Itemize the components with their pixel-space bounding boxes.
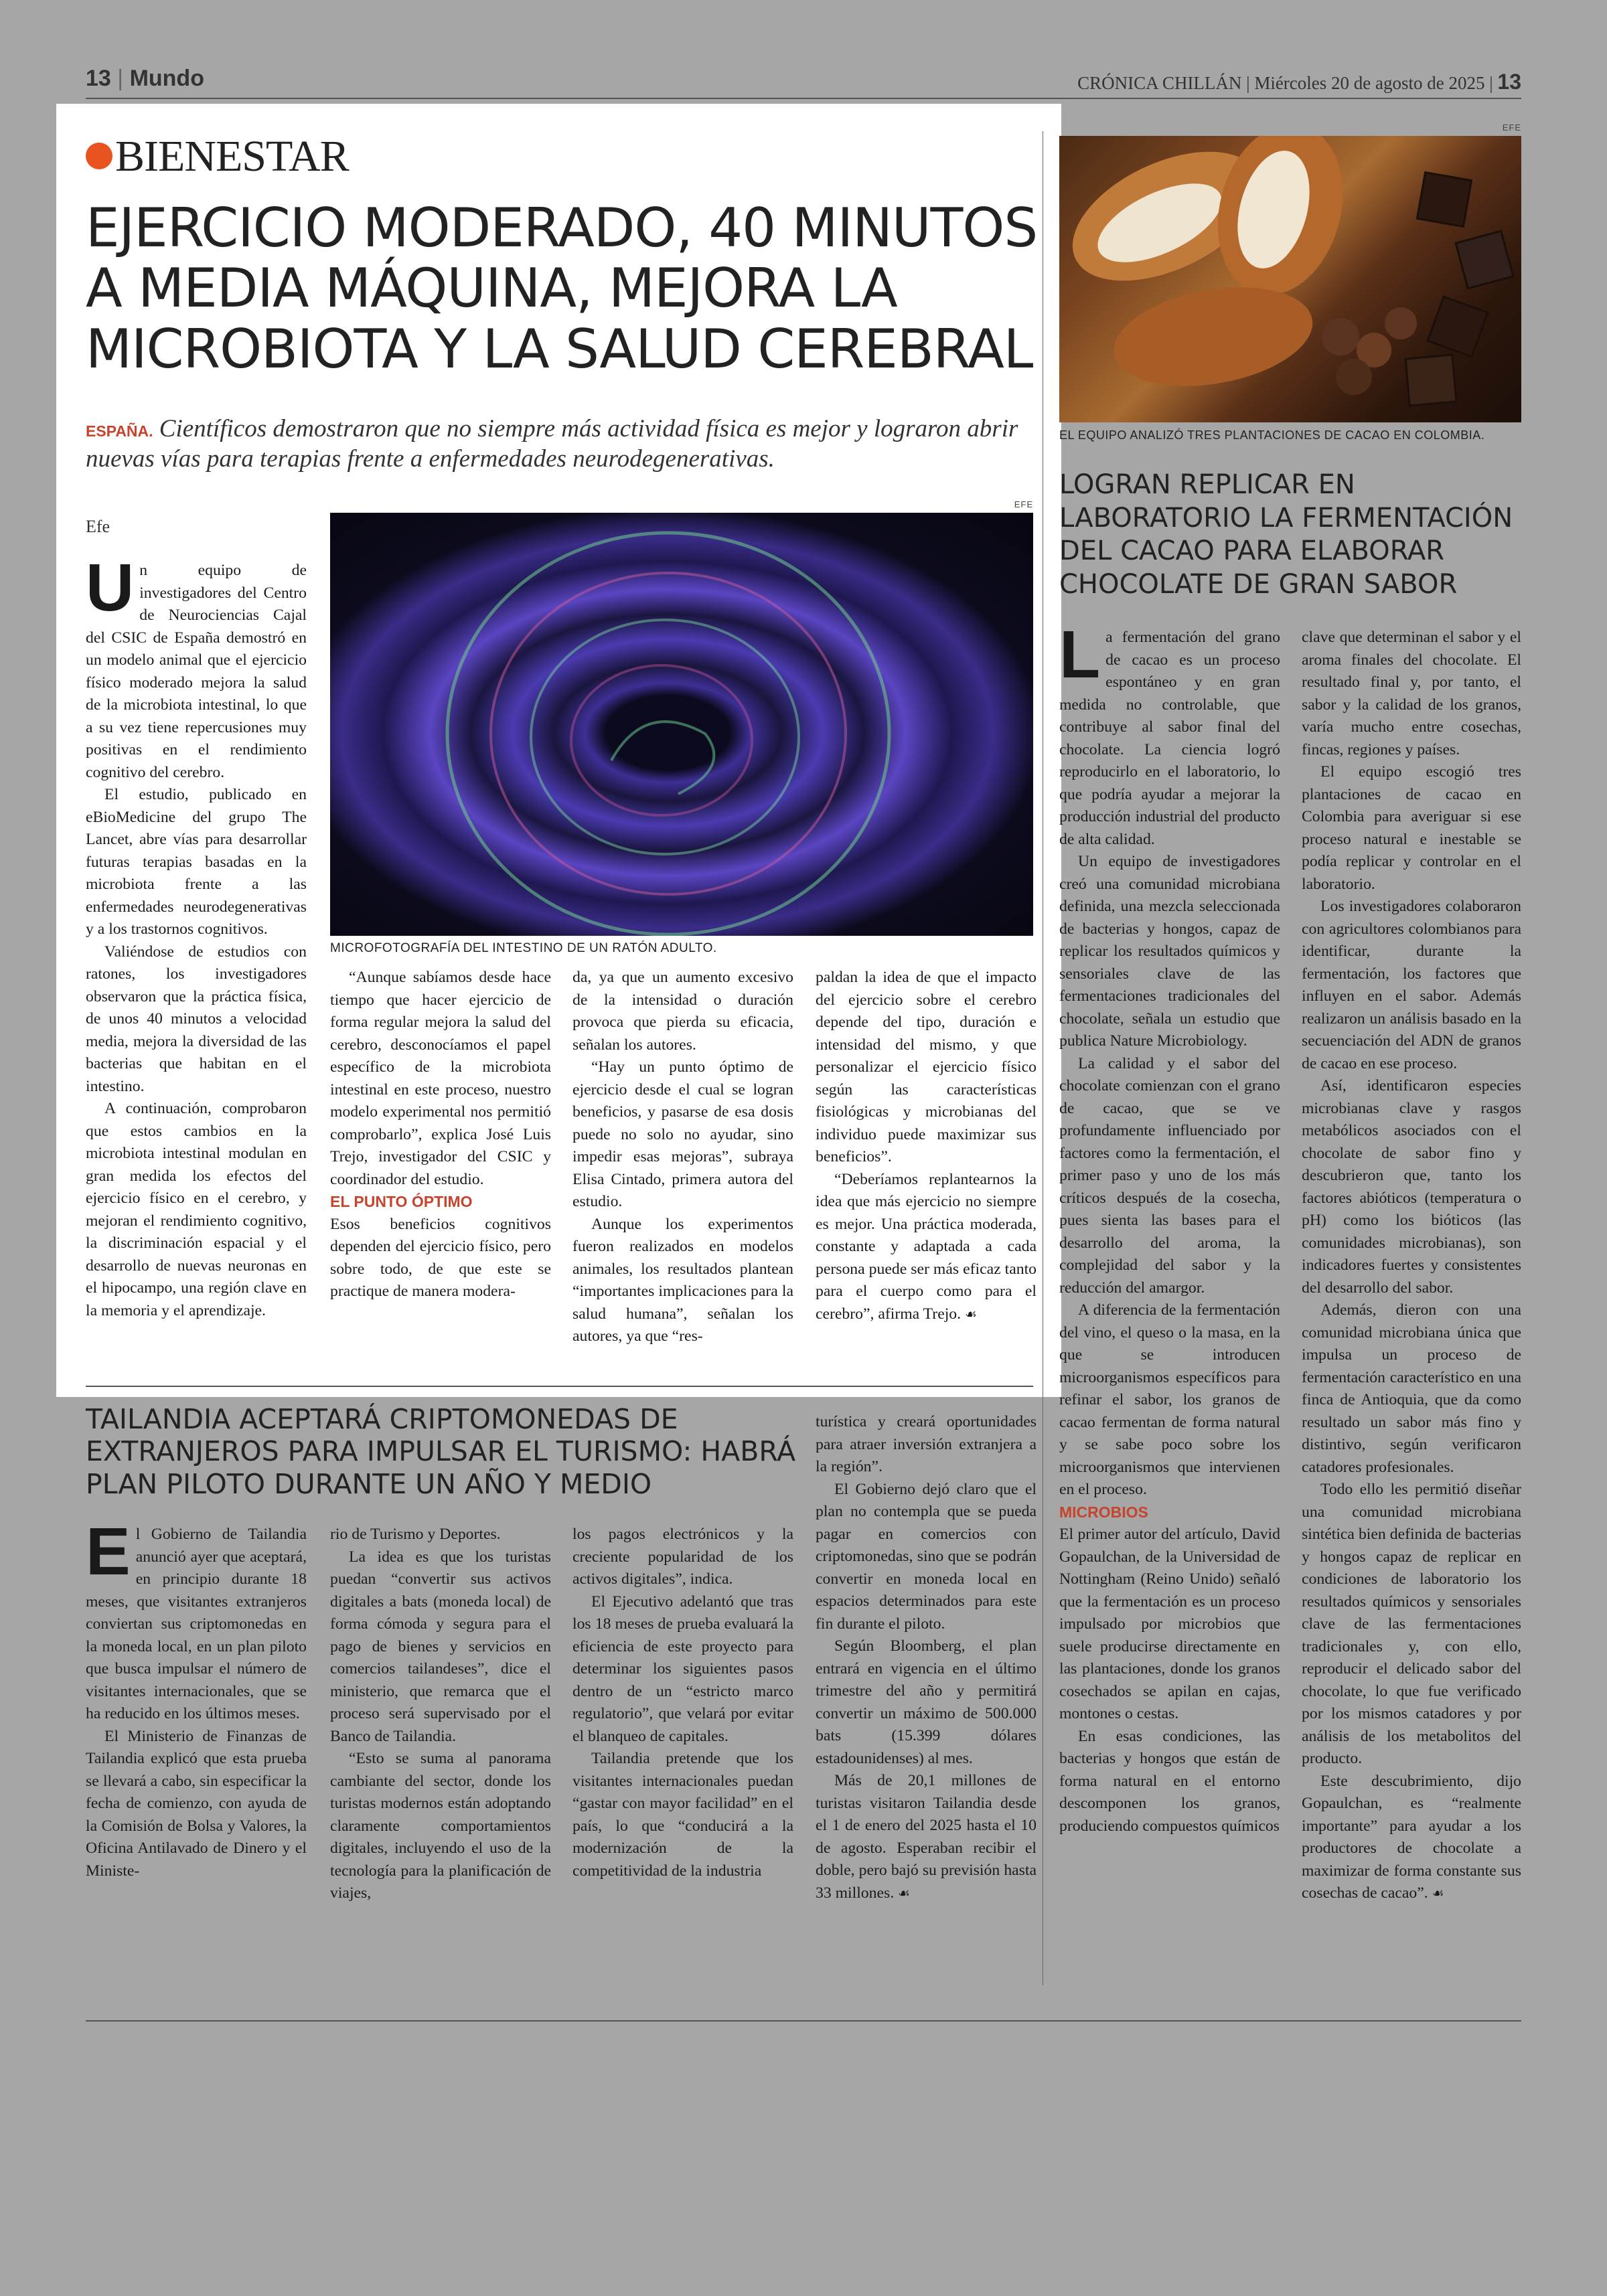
main-c2-p2: Esos beneficios cognitivos dependen del ejercicio físico, pero sobre todo, de que este se practique de manera modera- xyxy=(330,1215,551,1300)
thai-c3-p2: El Ejecutivo adelantó que tras los 18 meses de prueba evaluará la eficiencia de este proyecto para determinar los siguientes pasos dentro de un “estricto marco regulatorio”, que velará por evitar el blanqueo de capitales. xyxy=(572,1592,793,1745)
main-c1-p2: El estudio, publicado en eBioMedicine del grupo The Lancet, abre vías para desarrollar futuras terapias basadas en la microbiota frente a las enfermedades neurodegenerativas y a los trastornos cognitivos. xyxy=(86,786,307,938)
thai-c4-p1: turística y creará oportunidades para atraer inversión extranjera a la región”. xyxy=(816,1413,1037,1475)
main-col-3 xyxy=(572,967,793,1348)
intestine-microphoto xyxy=(330,499,1033,936)
main-c1-p3: Valiéndose de estudios con ratones, los investigadores observaron que la práctica física, de unos 40 minutos a velocidad media, mejora la diversidad de las bacterias que habitan en el intestino. xyxy=(86,942,307,1095)
end-mark-icon: ☙ xyxy=(898,1884,910,1901)
main-c3-p1: da, ya que un aumento excesivo de la intensidad o duración provoca que pierda su eficacia, señalan los autores. xyxy=(572,969,793,1054)
thai-col-3 xyxy=(572,1524,793,1882)
main-c4-p1: paldan la idea de que el impacto del ejercicio sobre el cerebro depende del tipo, duración e intensidad del mismo, y que personalizar el ejercicio físico según las características fisiológicas y microbianas del individuo puede maximizar sus beneficios”. xyxy=(816,969,1037,1165)
main-col-1 xyxy=(86,550,307,1322)
main-c3-p2: “Hay un punto óptimo de ejercicio desde el cual se logran beneficios, y pasarse de esa dosis puede no solo no ayudar, sino impedir esas mejoras”, subraya Elisa Cintado, primera autora del estudio. xyxy=(572,1058,793,1210)
cacao-subhead: MICROBIOS xyxy=(1059,1503,1148,1521)
main-photo-caption: MICROFOTOGRAFÍA DEL INTESTINO DE UN RATÓN ADULTO. xyxy=(330,941,717,955)
end-mark-icon: ☙ xyxy=(964,1305,977,1322)
kicker-dot-icon xyxy=(86,143,112,169)
cacao-c2-p5: Además, dieron con una comunidad microbiana única que impulsa un proceso de fermentación característico en una finca de Antioquia, que da como resultado un sabor más fino y distintivo, según verificaron catadores profesionales. xyxy=(1302,1301,1521,1476)
cacao-c2-p7: Este descubrimiento, dijo Gopaulchan, es “realmente importante” para ayudar a los productores de chocolate a maximizar de forma constante sus cosechas de cacao”. xyxy=(1302,1772,1521,1902)
cacao-c1-p4: A diferencia de la fermentación del vino, el queso o la masa, en la que se introducen microorganismos específicos para refinar el sabor, los granos de cacao fermentan de forma natural y se sabe poco sobre los microorganismos que intervienen en el proceso. xyxy=(1059,1301,1280,1498)
cacao-c2-p1: clave que determinan el sabor y el aroma finales del chocolate. El resultado final y, por tanto, el sabor y la calidad de los granos, varía mucho entre cosechas, fincas, regiones y países. xyxy=(1302,629,1521,758)
thai-headline: TAILANDIA ACEPTARÁ CRIPTOMONEDAS DE EXTRANJEROS PARA IMPULSAR EL TURISMO: HABRÁ PLAN PILOTO DURANTE UN AÑO Y MEDIO xyxy=(86,1403,796,1500)
page-number-right: 13 xyxy=(1497,70,1521,94)
footer-rule xyxy=(86,2020,1521,2022)
cacao-photo xyxy=(1059,122,1521,422)
thai-c4-p2: El Gobierno dejó claro que el plan no contempla que se pueda pagar en comercios con criptomonedas, sino que se podrán convertir en moneda local en espacios determinados para este fin durante el piloto. xyxy=(816,1480,1037,1633)
deck-tag: ESPAÑA. xyxy=(86,422,153,440)
cacao-c2-p3: Los investigadores colaboraron con agricultores colombianos para identificar, durante la fermentación, los factores que influyen en el sabor. Además realizaron un análisis basado en la secuenciación del ADN de granos de cacao en ese proceso. xyxy=(1302,898,1521,1072)
folio-right xyxy=(1077,70,1521,94)
main-subhead: EL PUNTO ÓPTIMO xyxy=(330,1193,473,1210)
main-dropcap: U xyxy=(86,550,135,625)
cacao-dropcap: L xyxy=(1059,617,1101,692)
page-number-left: 13 xyxy=(86,66,111,91)
thai-top-rule xyxy=(86,1386,1033,1387)
cacao-photo-credit: EFE xyxy=(1502,122,1521,133)
main-c3-p3: Aunque los experimentos fueron realizados en modelos animales, los resultados plantean “importantes implicaciones para la salud humana”, señalan los autores, ya que “res- xyxy=(572,1215,793,1345)
thai-c1-p1: l Gobierno de Tailandia anunció ayer que aceptará, en principio durante 18 meses, que visitantes extranjeros conviertan sus criptomonedas en la moneda local, en un plan piloto que busca impulsar el número de visitantes internacionales, que se ha reducido en los últimos meses. xyxy=(86,1526,307,1722)
thai-c1-p2: El Ministerio de Finanzas de Tailandia explicó que esta prueba se llevará a cabo, sin especificar la fecha de comienzo, con ayuda de la Comisión de Bolsa y Valores, la Oficina Antilavado de Dinero y el Ministe- xyxy=(86,1727,307,1880)
main-c1-p1: n equipo de investigadores del Centro de Neurociencias Cajal del CSIC de España demostró en un modelo animal que el ejercicio físico moderado mejora la salud de la microbiota intestinal, lo que a su vez tiene repercusiones muy positivas en el rendimiento cognitivo del cerebro. xyxy=(86,562,307,781)
cacao-c1-p6: En esas condiciones, las bacterias y hongos que están de forma natural en el entorno descomponen los granos, produciendo compuestos químicos xyxy=(1059,1727,1280,1835)
byline: Efe xyxy=(86,517,110,536)
cacao-c1-p1: a fermentación del grano de cacao es un proceso espontáneo y en gran medida no controlable, que contribuye al sabor final del chocolate. La ciencia logró reproducirlo en el laboratorio, lo que podría ayudar a mejorar la producción industrial del producto de alta calidad. xyxy=(1059,629,1280,848)
main-c2-p1: “Aunque sabíamos desde hace tiempo que hacer ejercicio de forma regular mejora la salud del cerebro, desconocíamos el papel específico de la microbiota intestinal en este proceso, nuestro modelo experimental nos permitió comprobarlo”, explica José Luis Trejo, investigador del CSIC y coordinador del estudio. xyxy=(330,969,551,1188)
main-headline: EJERCICIO MODERADO, 40 MINUTOS A MEDIA MÁQUINA, MEJORA LA MICROBIOTA Y LA SALUD CEREBRAL xyxy=(86,197,1038,380)
folio-dateline: CRÓNICA CHILLÁN | Miércoles 20 de agosto de 2025 | xyxy=(1077,73,1493,93)
main-c1-p4: A continuación, comprobaron que estos cambios en la microbiota intestinal modulan en gran medida los efectos del ejercicio físico en el cerebro, y mejoran el rendimiento cognitivo, la discriminación espacial y el desarrollo de nuevas neuronas en el hipocampo, una región clave en la memoria y el aprendizaje. xyxy=(86,1100,307,1319)
cacao-photo-caption: EL EQUIPO ANALIZÓ TRES PLANTACIONES DE CACAO EN COLOMBIA. xyxy=(1059,428,1485,442)
thai-c3-p3: Tailandia pretende que los visitantes internacionales puedan “gastar con mayor facilidad” en el país, lo que “conducirá a la modernización de la competitividad de la industria xyxy=(572,1750,793,1880)
cacao-c1-p2: Un equipo de investigadores creó una comunidad microbiana definida, una mezcla seleccionada de bacterias y hongos, capaz de replicar los resultados químicos y sensoriales clave de las fermentaciones tradicionales del chocolate, señala un estudio que publica Nature Microbiology. xyxy=(1059,853,1280,1050)
thai-c2-p1: rio de Turismo y Deportes. xyxy=(330,1526,501,1543)
kicker-label: BIENESTAR xyxy=(115,132,349,181)
main-deck xyxy=(86,414,1043,474)
thai-c2-p3: “Esto se suma al panorama cambiante del sector, donde los turistas modernos están adoptando claramente comportamientos digitales, incluyendo el uso de la tecnología para la planificación de viajes, xyxy=(330,1750,551,1902)
section-name: Mundo xyxy=(129,66,204,91)
cacao-c1-p5: El primer autor del artículo, David Gopaulchan, de la Universidad de Nottingham (Reino Unido) señaló que la fermentación es un proceso impulsado por microbios que suele producirse directamente en las plantaciones, donde los granos cosechados se apilan en cajas, montones o cestas. xyxy=(1059,1526,1280,1722)
end-mark-icon: ☙ xyxy=(1432,1885,1444,1901)
cacao-c1-p3: La calidad y el sabor del chocolate comienzan con el grano de cacao, que se ve profundamente influenciado por factores como la fermentación, el primer paso y uno de los más críticos después de la cosecha, pues sienta las bases para el desarrollo del aroma, la complejidad del sabor y la reducción del amargor. xyxy=(1059,1054,1280,1297)
thai-col-1 xyxy=(86,1514,307,1882)
cacao-col-1 xyxy=(1059,617,1280,1837)
cacao-headline: LOGRAN REPLICAR EN LABORATORIO LA FERMENTACIÓN DEL CACAO PARA ELABORAR CHOCOLATE DE GRAN SABOR xyxy=(1059,469,1513,600)
thai-c2-p2: La idea es que los turistas puedan “convertir sus activos digitales a bats (moneda local) de forma cómoda y segura para el pago de bienes y servicios en comercios tailandeses”, dice el ministerio, que remarca que el proceso será supervisado por el Banco de Tailandia. xyxy=(330,1548,551,1745)
main-c4-p2: “Deberíamos replantearnos la idea que más ejercicio no siempre es mejor. Una práctica moderada, constante y adaptada a cada persona puede ser más eficaz tanto para el cuerpo como para el cerebro”, afirma Trejo. xyxy=(816,1170,1037,1323)
cacao-c2-p6: Todo ello les permitió diseñar una comunidad microbiana sintética bien definida de bacterias y hongos capaz de replicar en condiciones de laboratorio los resultados químicos y sensoriales clave de las fermentaciones tradicionales y, con ello, reproducir el delicado sabor del chocolate, lo que fue verificado por los mismos catadores y por análisis de los metabolitos del producto. xyxy=(1302,1481,1521,1767)
thai-c4-p3: Según Bloomberg, el plan entrará en vigencia en el último trimestre del año y permitirá convertir un máximo de 500.000 bats (15.399 dólares estadounidenses) al mes. xyxy=(816,1637,1037,1767)
cacao-c2-p4: Así, identificaron especies microbianas clave y rasgos metabólicos asociados con el chocolate de sabor fino y descubrieron que, tanto los factores abióticos (temperatura o pH) como los bióticos (las comunidades microbianas), son indicadores fuertes y consistentes del desarrollo del sabor. xyxy=(1302,1077,1521,1297)
kicker xyxy=(86,131,349,182)
thai-col-2 xyxy=(330,1524,551,1905)
header-rule xyxy=(86,98,1521,99)
main-photo-credit: EFE xyxy=(1014,499,1033,509)
main-col-2 xyxy=(330,967,551,1303)
main-col-4 xyxy=(816,967,1037,1325)
thai-c4-p4: Más de 20,1 millones de turistas visitaron Tailandia desde el 1 de enero del 2025 hasta el 10 de agosto. Esperaban recibir el doble, pero bajó su previsión hasta 33 millones. xyxy=(816,1772,1037,1902)
cacao-col-2 xyxy=(1302,627,1521,1905)
folio-left: 13 | Mundo xyxy=(86,66,204,91)
thai-col-4 xyxy=(816,1411,1037,1904)
deck-text: Científicos demostraron que no siempre más actividad física es mejor y lograron abrir nuevas vías para terapias frente a enfermedades neurodegenerativas. xyxy=(86,415,1018,473)
cacao-c2-p2: El equipo escogió tres plantaciones de cacao en Colombia para averiguar si ese proceso natural e inestable se podía replicar y controlar en el laboratorio. xyxy=(1302,763,1521,893)
thai-dropcap: E xyxy=(86,1514,131,1589)
thai-c3-p1: los pagos electrónicos y la creciente popularidad de los activos digitales”, indica. xyxy=(572,1526,793,1588)
